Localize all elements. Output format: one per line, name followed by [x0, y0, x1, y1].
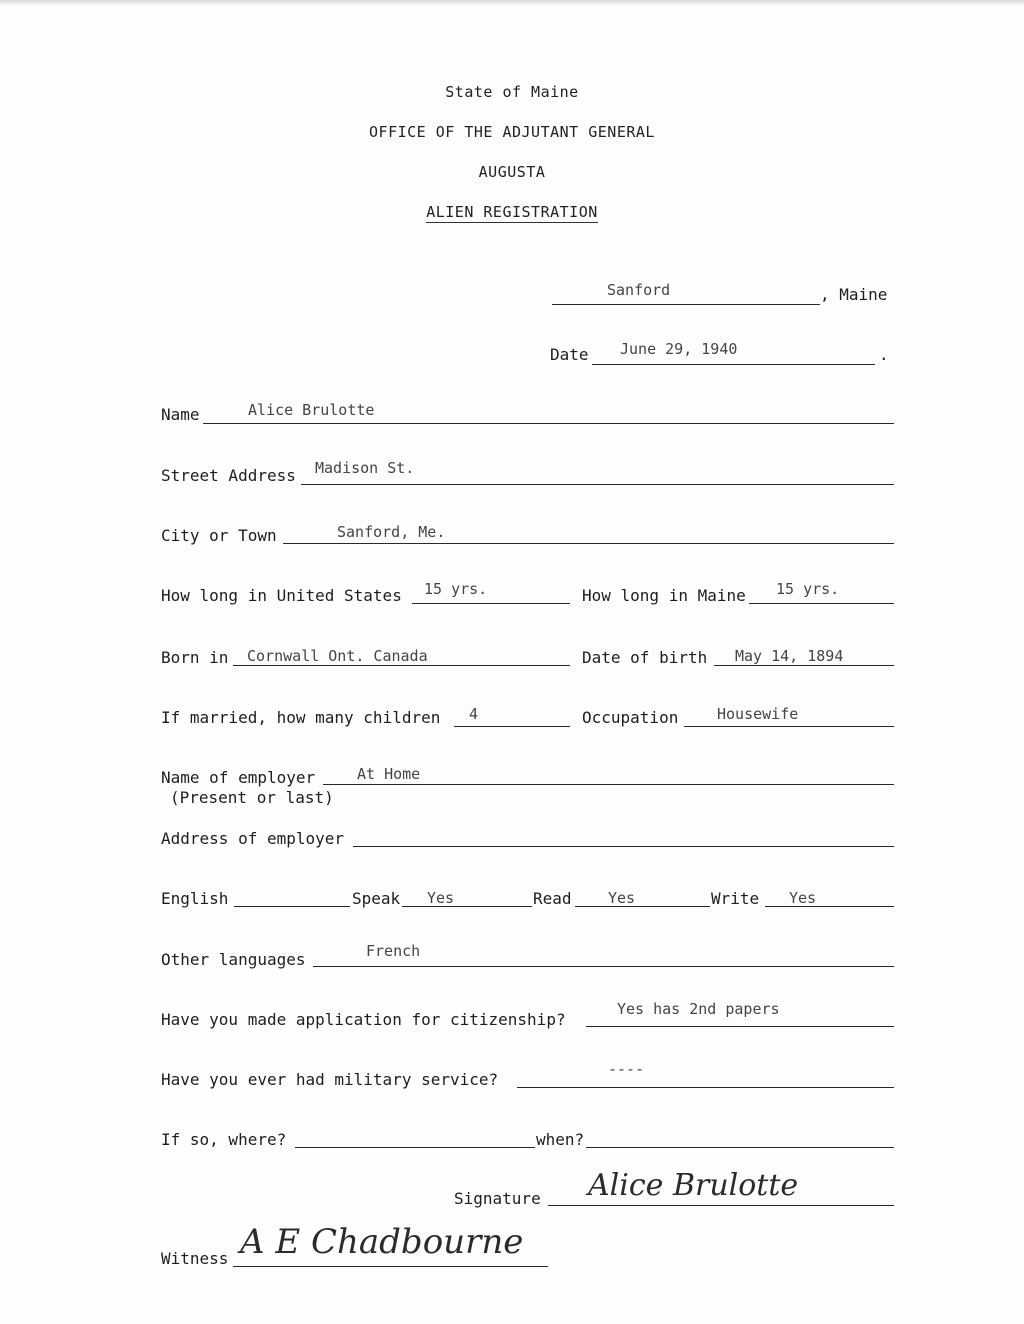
city-town-value: Sanford, Me. [337, 523, 446, 541]
location-line [552, 304, 820, 305]
employer-name-value: At Home [357, 765, 421, 783]
citizenship-label: Have you made application for citizenship? [161, 1010, 566, 1029]
date-value: June 29, 1940 [620, 340, 738, 358]
read-label: Read [533, 889, 572, 908]
time-in-maine-label: How long in Maine [582, 586, 746, 605]
city-heading: AUGUSTA [478, 163, 546, 181]
read-value: Yes [608, 889, 636, 907]
witness-line [233, 1266, 548, 1267]
date-end: . [879, 345, 889, 364]
employer-name-sublabel: (Present or last) [170, 788, 334, 807]
other-languages-label: Other languages [161, 950, 306, 969]
witness-handwriting: A E Chadbourne [240, 1222, 524, 1262]
location-value: Sanford [607, 281, 671, 299]
occupation-value: Housewife [717, 705, 799, 723]
name-value: Alice Brulotte [248, 401, 375, 419]
time-in-us-label: How long in United States [161, 586, 402, 605]
citizenship-line [586, 1026, 894, 1027]
office-heading: OFFICE OF THE ADJUTANT GENERAL [369, 123, 655, 141]
children-label: If married, how many children [161, 708, 441, 727]
citizenship-value: Yes has 2nd papers [617, 1000, 780, 1018]
speak-label: Speak [352, 889, 401, 908]
military-line [517, 1087, 894, 1088]
military-label: Have you ever had military service? [161, 1070, 499, 1089]
write-label: Write [711, 889, 760, 908]
when-label: when? [536, 1130, 585, 1149]
when-line [586, 1147, 894, 1148]
street-address-line [301, 484, 894, 485]
date-line [592, 364, 875, 365]
date-label: Date [550, 345, 589, 364]
other-languages-line [313, 966, 894, 967]
military-value: ---- [608, 1060, 645, 1078]
form-title [0, 203, 1024, 221]
time-in-us-value: 15 yrs. [424, 580, 488, 598]
date-of-birth-label: Date of birth [582, 648, 708, 667]
read-line [575, 906, 710, 907]
where-line [295, 1147, 535, 1148]
employer-address-label: Address of employer [161, 829, 345, 848]
born-in-value: Cornwall Ont. Canada [247, 647, 428, 665]
other-languages-value: French [366, 942, 421, 960]
signature-handwriting: Alice Brulotte [588, 1168, 799, 1203]
english-label: English [161, 889, 229, 908]
occupation-line [684, 726, 894, 727]
name-line [203, 423, 894, 424]
children-value: 4 [469, 705, 479, 723]
city-town-line [283, 543, 894, 544]
date-of-birth-line [714, 665, 894, 666]
children-line [454, 726, 570, 727]
signature-line [548, 1205, 894, 1206]
write-value: Yes [789, 889, 817, 907]
city-town-label: City or Town [161, 526, 277, 545]
time-in-maine-value: 15 yrs. [776, 580, 840, 598]
born-in-label: Born in [161, 648, 229, 667]
time-in-us-line [412, 603, 570, 604]
speak-line [402, 906, 532, 907]
speak-value: Yes [427, 889, 455, 907]
english-line [234, 906, 350, 907]
employer-name-line [323, 784, 894, 785]
state-heading: State of Maine [445, 83, 579, 101]
date-of-birth-value: May 14, 1894 [735, 647, 844, 665]
street-address-label: Street Address [161, 466, 296, 485]
scan-edge [0, 0, 1024, 6]
where-label: If so, where? [161, 1130, 287, 1149]
signature-label: Signature [454, 1189, 541, 1208]
location-suffix: , Maine [820, 285, 888, 304]
born-in-line [233, 665, 570, 666]
witness-label: Witness [161, 1249, 229, 1268]
form-title-text: ALIEN REGISTRATION [426, 203, 598, 221]
name-label: Name [161, 405, 200, 424]
employer-address-line [353, 846, 894, 847]
street-address-value: Madison St. [315, 459, 415, 477]
occupation-label: Occupation [582, 708, 679, 727]
time-in-maine-line [749, 603, 894, 604]
employer-name-label: Name of employer [161, 768, 316, 787]
write-line [765, 906, 894, 907]
